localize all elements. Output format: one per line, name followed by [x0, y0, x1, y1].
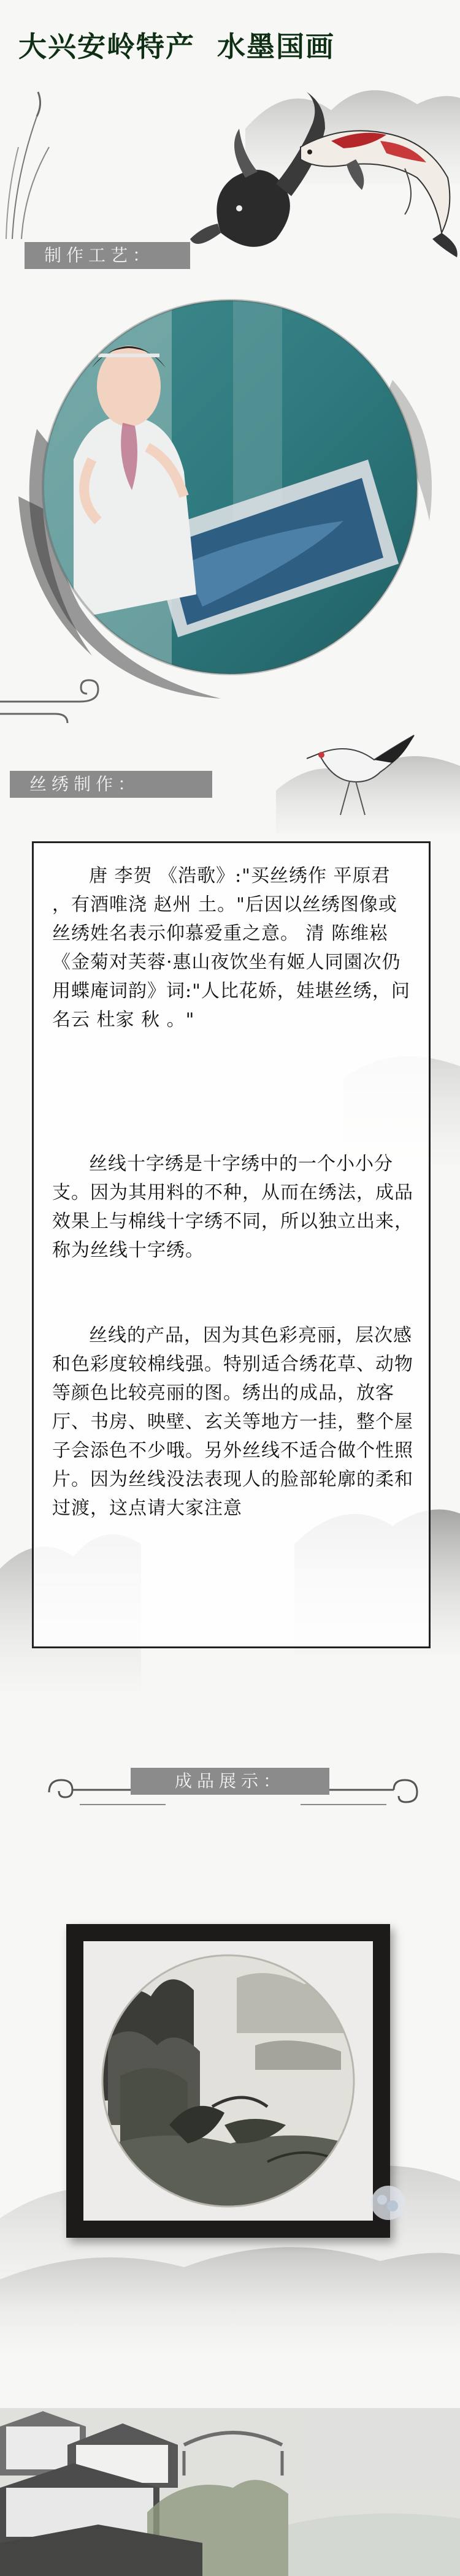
crane-icon: [307, 729, 417, 821]
article-paragraph-2: 丝线十字绣是十字绣中的一个小小分支。因为其用料的不种，从而在绣法，成品效果上与棉线十字绣不同，所以独立出来，称为丝线十字绣。: [52, 1153, 413, 1261]
section-label-showcase: 成品展示：: [131, 1768, 329, 1795]
flower-accent-icon: [367, 2181, 410, 2224]
article-paragraph-1: 唐 李贺 《浩歌》:"买丝绣作 平原君 ，有酒唯浇 赵州 土。"后因以丝绣图像或丝绣姓名表示仰慕爱重之意。 清 陈维崧 《金菊对芙蓉·惠山夜饮坐有姬人同園次仍用蝶庵词韵》词:"人比花娇，娃堪丝绣，问名云 杜家 秋 。": [52, 865, 410, 1031]
embroidery-photo-frame: [0, 276, 460, 717]
cloud-pattern-decoration: [0, 674, 123, 729]
koi-fish-illustration: [184, 55, 460, 257]
article-paragraph-3: 丝线的产品，因为其色彩亮丽，层次感和色彩度较棉线强。特别适合绣花草、动物等颜色比较亮丽的图。绣出的成品，放客厅、书房、映壁、玄关等地方一挂，整个屋子会添色不少哦。另外丝线不适合做个性照片。因为丝线没法表现人的脸部轮廓的柔和过渡，这点请大家注意: [52, 1325, 413, 1519]
painting-mat: [83, 1941, 373, 2221]
ink-brush-ring-icon: [0, 276, 460, 717]
reed-grass-decoration: [0, 80, 55, 239]
section-label-embroidery: 丝绣制作：: [10, 771, 212, 798]
landscape-painting-icon: [83, 1941, 373, 2221]
section-label-craft: 制作工艺：: [25, 242, 190, 269]
article-text-box: [32, 841, 431, 1648]
page-title: 大兴安岭特产 水墨国画: [18, 30, 335, 63]
red-koi-icon: [301, 131, 458, 257]
ink-fish-icon: [190, 92, 325, 247]
finished-painting-frame: [66, 1924, 390, 2238]
